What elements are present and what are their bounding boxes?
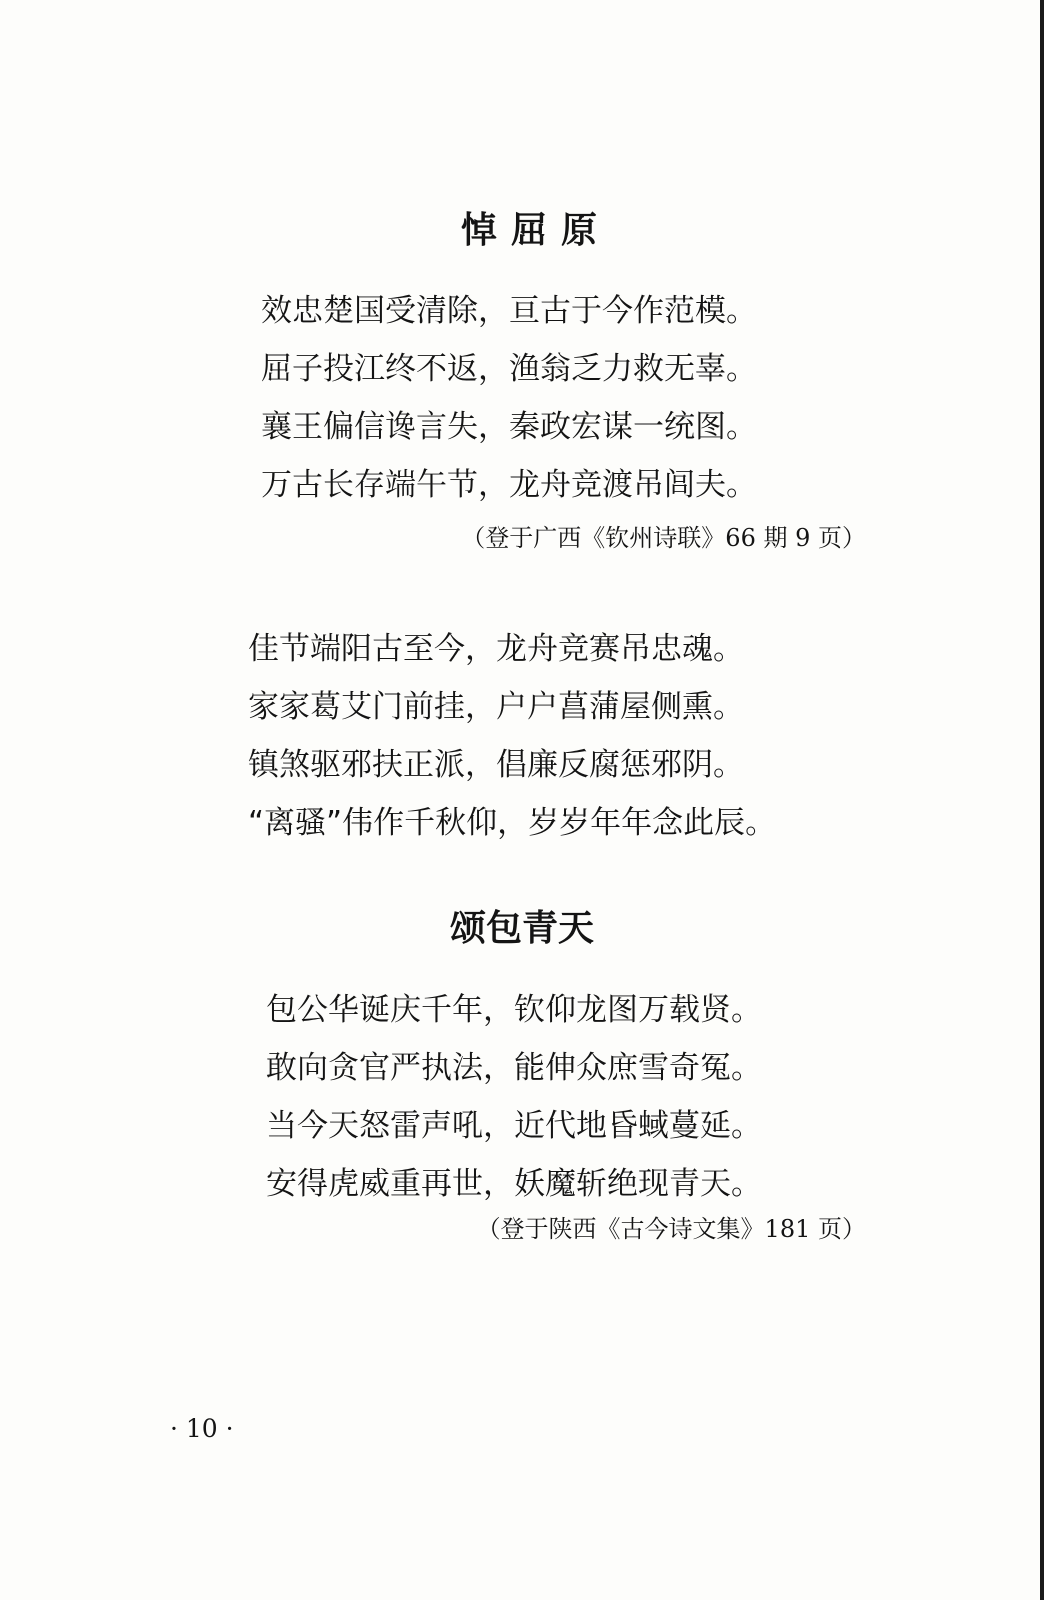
verse-line: 敢向贪官严执法，能伸众庶雪奇冤。 bbox=[266, 1050, 762, 1086]
verse-line: 家家葛艾门前挂，户户菖蒲屋侧熏。 bbox=[248, 689, 744, 725]
verse-line: 包公华诞庆千年，钦仰龙图万载贤。 bbox=[266, 992, 762, 1028]
verse-line: 万古长存端午节，龙舟竞渡吊闾夫。 bbox=[261, 467, 757, 503]
verse-line: 屈子投江终不返，渔翁乏力救无辜。 bbox=[261, 351, 757, 387]
verse-line: 效忠楚国受清除，亘古于今作范模。 bbox=[261, 293, 757, 329]
verse-line: 襄王偏信谗言失，秦政宏谋一统图。 bbox=[261, 409, 757, 445]
poem-stanza bbox=[266, 981, 762, 1213]
poem-stanza bbox=[261, 282, 757, 514]
verse-line: “离骚”伟作千秋仰，岁岁年年念此辰。 bbox=[248, 805, 777, 841]
poem-title: 悼屈原 bbox=[460, 210, 611, 251]
verse-line: 安得虎威重再世，妖魔斩绝现青天。 bbox=[266, 1166, 762, 1202]
poem-title: 颂包青天 bbox=[449, 908, 594, 949]
verse-line: 镇煞驱邪扶正派，倡廉反腐惩邪阴。 bbox=[248, 747, 744, 783]
verse-line: 当今天怒雷声吼，近代地昏蜮蔓延。 bbox=[266, 1108, 762, 1144]
publication-source: （登于广西《钦州诗联》66 期 9 页） bbox=[461, 524, 866, 552]
page-number: · 10 · bbox=[170, 1414, 234, 1443]
verse-line: 佳节端阳古至今，龙舟竞赛吊忠魂。 bbox=[248, 631, 744, 667]
poem-stanza bbox=[248, 620, 776, 852]
page-edge-shadow bbox=[1040, 0, 1044, 1600]
publication-source: （登于陕西《古今诗文集》181 页） bbox=[476, 1215, 866, 1243]
